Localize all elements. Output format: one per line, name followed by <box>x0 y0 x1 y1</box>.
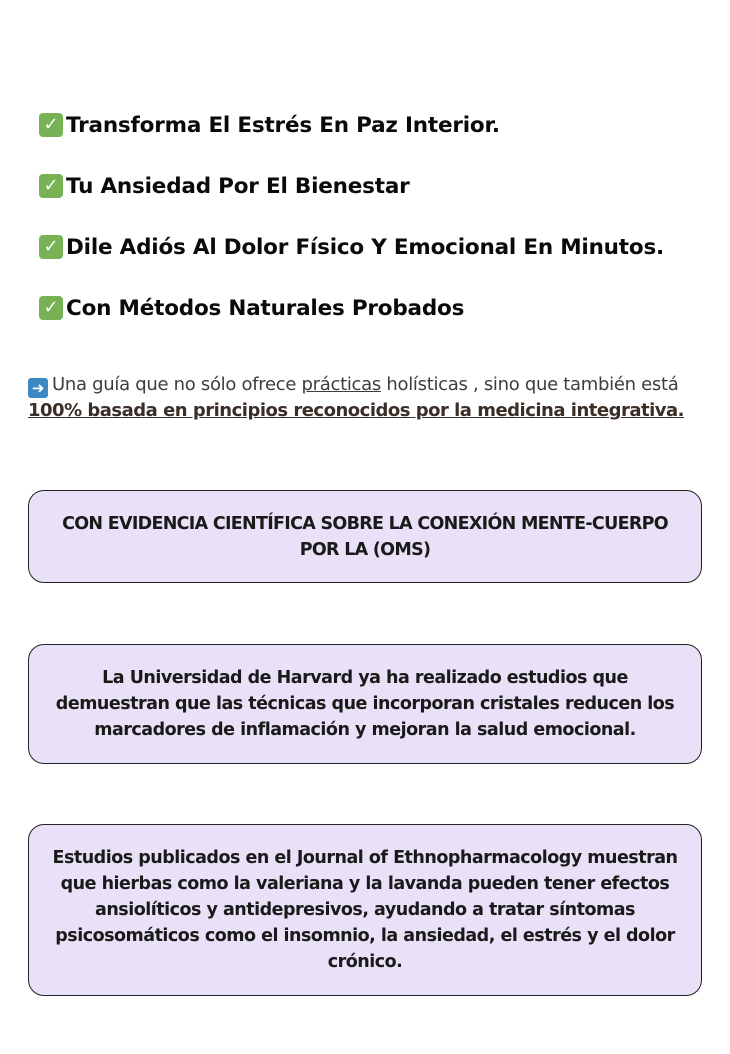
checklist-item <box>39 291 719 352</box>
checklist-item-text: Tu Ansiedad Por El Bienestar <box>66 174 410 199</box>
evidence-box-journal <box>28 824 702 996</box>
checklist-item-text: Con Métodos Naturales Probados <box>66 296 465 321</box>
checklist-item <box>39 108 719 169</box>
benefits-checklist <box>39 108 719 352</box>
evidence-box-text: Estudios publicados en el Journal of Ethnopharmacology muestran que hierbas como la valeriana y la lavanda pueden tener efectos ansiolíticos y antidepresivos, ayudando a tratar síntomas psicosomáticos como el insomnio, la ansiedad, el estrés y el dolor crónico. <box>52 848 678 972</box>
intro-highlight: 100% basada en principios reconocidos por la medicina integrativa. <box>28 400 684 421</box>
checklist-item-text: Transforma El Estrés En Paz Interior. <box>66 113 500 138</box>
checklist-item-text: Dile Adiós Al Dolor Físico Y Emocional En Minutos. <box>66 235 665 260</box>
evidence-box-text: La Universidad de Harvard ya ha realizado estudios que demuestran que las técnicas que incorporan cristales reducen los marcadores de inflamación y mejoran la salud emocional. <box>55 668 675 740</box>
arrow-right-icon: ➜ <box>28 378 48 398</box>
evidence-box-harvard <box>28 644 702 764</box>
evidence-box-text: CON EVIDENCIA CIENTÍFICA SOBRE LA CONEXIÓN MENTE-CUERPO POR LA (OMS) <box>62 513 668 560</box>
practicas-link[interactable]: prácticas <box>301 374 381 395</box>
intro-paragraph <box>28 372 696 424</box>
evidence-box-oms <box>28 490 702 583</box>
check-mark-icon: ✓ <box>39 296 63 320</box>
intro-text-part2: holísticas , sino que también está <box>380 374 679 395</box>
checklist-item <box>39 169 719 230</box>
check-mark-icon: ✓ <box>39 113 63 137</box>
check-mark-icon: ✓ <box>39 235 63 259</box>
checklist-item <box>39 230 719 291</box>
check-mark-icon: ✓ <box>39 174 63 198</box>
intro-text-part1: Una guía que no sólo ofrece <box>52 374 302 395</box>
